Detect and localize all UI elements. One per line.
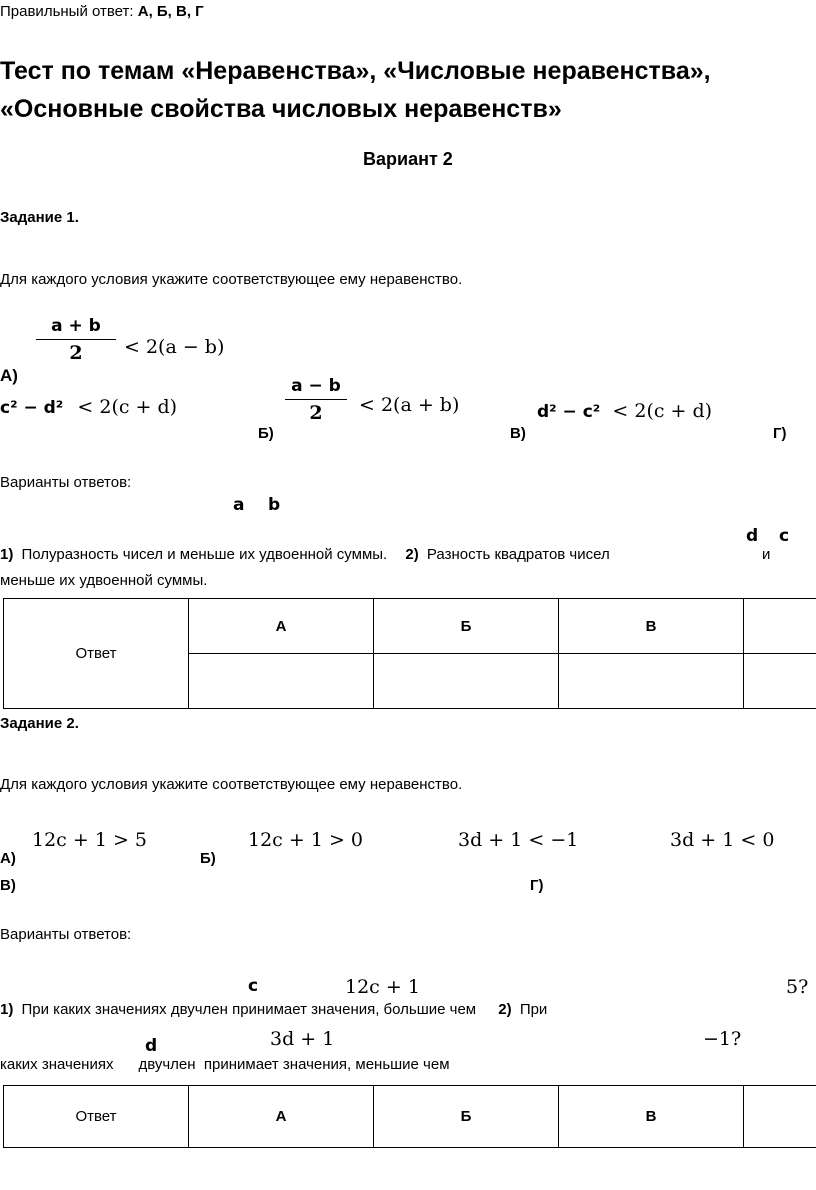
task2-heading: Задание 2. xyxy=(0,715,79,732)
page-title xyxy=(0,52,800,128)
answer-cell-v[interactable] xyxy=(559,654,744,709)
option-1-number: 1) xyxy=(0,1001,14,1018)
task2-last-line: каких значениях двучлен принимает значения, меньшие чем xyxy=(0,1056,450,1073)
option-1-number: 1) xyxy=(0,546,14,563)
task2-expr-3: 3d + 1 < −1 xyxy=(458,829,579,851)
float-value-5: 5? xyxy=(786,976,809,998)
answer-header-g xyxy=(744,599,816,654)
task2-options-line xyxy=(0,1001,547,1018)
task1-answer-table xyxy=(3,598,816,709)
answer-header-a: А xyxy=(189,1086,374,1148)
task1-options-label: Варианты ответов: xyxy=(0,474,132,491)
expr-lhs: c² − d² xyxy=(0,398,64,418)
task1-label-b: Б) xyxy=(258,425,274,442)
float-var-c: c xyxy=(779,526,790,546)
task2-label-a: А) xyxy=(0,850,16,867)
task1-options-line xyxy=(0,546,610,563)
task1-expr-v xyxy=(0,396,177,418)
answer-header-b: Б xyxy=(374,599,559,654)
task1-label-g: Г) xyxy=(773,425,787,442)
float-var-d: d xyxy=(746,526,759,546)
task2-expr-4: 3d + 1 < 0 xyxy=(670,829,775,851)
float-binomial-1: 12c + 1 xyxy=(345,976,420,998)
option-2-number: 2) xyxy=(498,1001,512,1018)
option-1-text: Полуразность чисел и меньше их удвоенной суммы. xyxy=(21,546,388,563)
float-var-d2: d xyxy=(145,1036,158,1056)
answer-row-label: Ответ xyxy=(4,599,189,709)
option-2-text: При xyxy=(519,1001,548,1018)
float-binomial-2: 3d + 1 xyxy=(270,1028,335,1050)
task1-expr-a-fraction xyxy=(36,316,116,364)
answer-cell-g[interactable] xyxy=(744,654,816,709)
task1-heading: Задание 1. xyxy=(0,209,79,226)
task2-expr-2: 12c + 1 > 0 xyxy=(248,829,363,851)
option-2-continuation: меньше их удвоенной суммы. xyxy=(0,572,208,589)
answer-value: А, Б, В, Г xyxy=(137,3,204,20)
expr-lhs: d² − c² xyxy=(537,402,601,422)
variant-heading: Вариант 2 xyxy=(363,149,453,169)
title-line-1: Тест по темам «Неравенства», «Числовые неравенства», xyxy=(0,57,711,85)
float-var-a: a xyxy=(233,495,245,515)
task2-label-g: Г) xyxy=(530,877,544,894)
task2-expr-1: 12c + 1 > 5 xyxy=(32,829,147,851)
float-var-b: b xyxy=(268,495,281,515)
task2-instruction: Для каждого условия укажите соответствующее ему неравенство. xyxy=(0,776,463,793)
answer-prefix: Правильный ответ: xyxy=(0,3,134,20)
fraction-numerator: a + b xyxy=(51,316,101,336)
answer-cell-a[interactable] xyxy=(189,654,374,709)
task2-label-b: Б) xyxy=(200,850,216,867)
answer-header-g xyxy=(744,1086,816,1148)
answer-header-v: В xyxy=(559,1086,744,1148)
answer-header-v: В xyxy=(559,599,744,654)
task1-expr-g xyxy=(537,400,712,422)
fraction-bar xyxy=(36,339,116,340)
answer-header-b: Б xyxy=(374,1086,559,1148)
answer-header-a: А xyxy=(189,599,374,654)
expr-rest: < 2(c + d) xyxy=(612,400,713,422)
expr-rest: < 2(c + d) xyxy=(77,396,178,418)
option-1-text: При каких значениях двучлен принимает значения, большие чем xyxy=(21,1001,477,1018)
fraction-denominator: 2 xyxy=(69,342,83,364)
answer-row-label: Ответ xyxy=(4,1086,189,1148)
fraction-numerator: a − b xyxy=(291,376,341,396)
answer-cell-b[interactable] xyxy=(374,654,559,709)
task1-instruction: Для каждого условия укажите соответствующее ему неравенство. xyxy=(0,271,463,288)
option-2-number: 2) xyxy=(405,546,419,563)
task1-label-v: В) xyxy=(510,425,526,442)
title-line-2: «Основные свойства числовых неравенств» xyxy=(0,95,562,123)
float-value-minus-1: −1? xyxy=(703,1028,742,1050)
option-2-text: Разность квадратов чисел xyxy=(426,546,610,563)
float-var-c2: c xyxy=(248,976,259,996)
task2-label-v: В) xyxy=(0,877,16,894)
task2-answer-table xyxy=(3,1085,816,1148)
task1-expr-a-rest: < 2(a − b) xyxy=(124,336,225,358)
fraction-bar xyxy=(285,399,347,400)
option-2-and: и xyxy=(762,546,771,563)
task1-label-a: А) xyxy=(0,366,18,385)
answer-line xyxy=(0,3,204,20)
task1-expr-b-fraction xyxy=(285,376,347,424)
task1-expr-b-rest: < 2(a + b) xyxy=(359,394,460,416)
task2-options-label: Варианты ответов: xyxy=(0,926,132,943)
fraction-denominator: 2 xyxy=(309,402,323,424)
